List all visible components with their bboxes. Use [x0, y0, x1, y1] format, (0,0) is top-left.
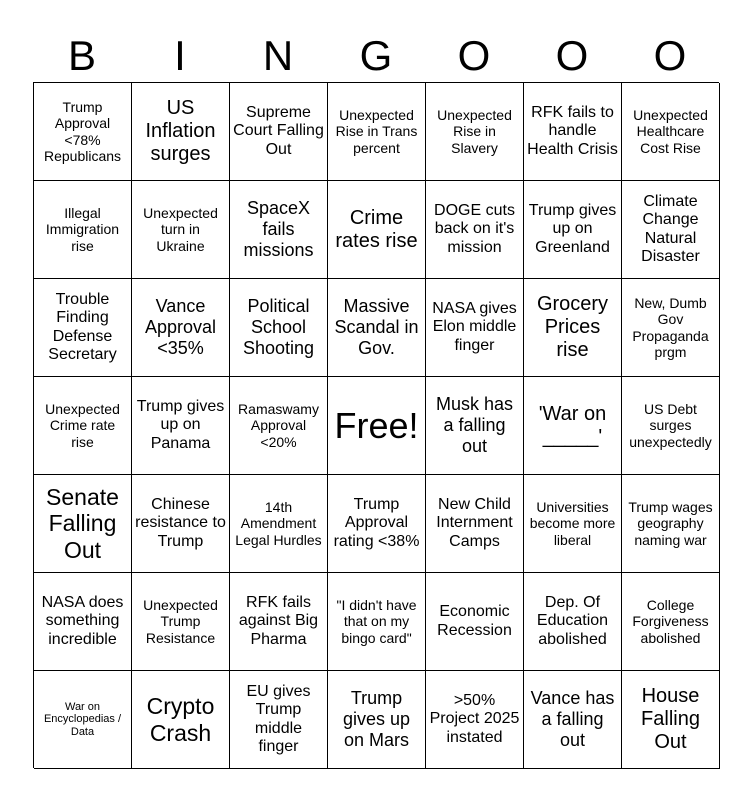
- cell-label: US Debt surges unexpectedly: [629, 401, 712, 450]
- cell-label: RFK fails against Big Pharma: [238, 593, 319, 648]
- bingo-cell-r2c6[interactable]: [622, 279, 720, 377]
- cell-label: College Forgiveness abolished: [632, 597, 709, 646]
- cell-label: Economic Recession: [437, 603, 512, 639]
- bingo-cell-r6c6[interactable]: [622, 671, 720, 769]
- bingo-cell-r5c2[interactable]: [230, 573, 328, 671]
- cell-label: Senate Falling Out: [46, 483, 119, 563]
- bingo-cell-r0c1[interactable]: [132, 83, 230, 181]
- cell-label: Crime rates rise: [335, 206, 418, 252]
- header-letter-o2: O: [555, 32, 589, 79]
- cell-label: New Child Internment Camps: [436, 495, 513, 550]
- cell-label: Climate Change Natural Disaster: [641, 192, 700, 265]
- cell-label: Trouble Finding Defense Secretary: [48, 290, 117, 363]
- bingo-cell-r6c4[interactable]: [426, 671, 524, 769]
- cell-label: Universities become more liberal: [529, 499, 616, 548]
- bingo-cell-r3c5[interactable]: [524, 377, 622, 475]
- free-space-label: Free!: [334, 404, 419, 446]
- cell-label: Unexpected Rise in Slavery: [437, 107, 512, 156]
- bingo-cell-r4c3[interactable]: [328, 475, 426, 573]
- cell-label: Trump wages geography naming war: [628, 499, 713, 548]
- cell-label: House Falling Out: [641, 685, 700, 753]
- bingo-cell-r0c2[interactable]: [230, 83, 328, 181]
- cell-label: RFK fails to handle Health Crisis: [527, 103, 618, 158]
- header-letter-o3: O: [653, 32, 687, 79]
- cell-label: Vance has a falling out: [530, 688, 615, 750]
- cell-label: Vance Approval <35%: [144, 296, 217, 358]
- bingo-cell-r3c2[interactable]: [230, 377, 328, 475]
- bingo-cell-r0c5[interactable]: [524, 83, 622, 181]
- cell-label: Trump Approval <78% Republicans: [43, 99, 122, 164]
- bingo-cell-r1c4[interactable]: [426, 181, 524, 279]
- bingo-cell-r5c3[interactable]: [328, 573, 426, 671]
- cell-label: Illegal Immigration rise: [45, 205, 120, 254]
- bingo-cell-r5c4[interactable]: [426, 573, 524, 671]
- cell-label: Dep. Of Education abolished: [536, 593, 609, 648]
- bingo-cell-r0c0[interactable]: [34, 83, 132, 181]
- bingo-cell-r5c5[interactable]: [524, 573, 622, 671]
- cell-label: Unexpected Healthcare Cost Rise: [633, 107, 708, 156]
- cell-label: NASA gives Elon middle finger: [432, 299, 517, 354]
- bingo-cell-r3c1[interactable]: [132, 377, 230, 475]
- header-letter-i: I: [174, 32, 186, 79]
- bingo-header: [33, 30, 719, 82]
- cell-label: 14th Amendment Legal Hurdles: [235, 499, 322, 548]
- bingo-cell-r3c6[interactable]: [622, 377, 720, 475]
- bingo-board: [33, 82, 719, 768]
- bingo-cell-r2c3[interactable]: [328, 279, 426, 377]
- cell-label: Musk has a falling out: [435, 394, 514, 456]
- cell-label: Unexpected Rise in Trans percent: [335, 107, 418, 156]
- bingo-cell-r0c6[interactable]: [622, 83, 720, 181]
- bingo-cell-r0c3[interactable]: [328, 83, 426, 181]
- bingo-cell-r5c6[interactable]: [622, 573, 720, 671]
- bingo-cell-r0c4[interactable]: [426, 83, 524, 181]
- cell-label: Unexpected Trump Resistance: [143, 597, 218, 646]
- bingo-cell-r4c5[interactable]: [524, 475, 622, 573]
- bingo-cell-r2c0[interactable]: [34, 279, 132, 377]
- cell-label: Trump gives up on Greenland: [528, 201, 617, 256]
- bingo-cell-r1c5[interactable]: [524, 181, 622, 279]
- bingo-cell-r1c1[interactable]: [132, 181, 230, 279]
- cell-label: EU gives Trump middle finger: [246, 682, 311, 755]
- bingo-cell-r4c4[interactable]: [426, 475, 524, 573]
- header-letter-b: B: [67, 32, 96, 79]
- bingo-cell-r2c2[interactable]: [230, 279, 328, 377]
- cell-label: NASA does something incredible: [41, 593, 124, 648]
- bingo-cell-r4c1[interactable]: [132, 475, 230, 573]
- cell-label: Unexpected turn in Ukraine: [143, 205, 218, 254]
- header-letter-g: G: [359, 32, 393, 79]
- cell-label: DOGE cuts back on it's mission: [434, 201, 515, 256]
- bingo-cell-r2c1[interactable]: [132, 279, 230, 377]
- bingo-cell-r1c6[interactable]: [622, 181, 720, 279]
- cell-label: Ramaswamy Approval <20%: [238, 401, 319, 450]
- bingo-cell-r5c0[interactable]: [34, 573, 132, 671]
- cell-label: SpaceX fails missions: [243, 198, 314, 260]
- bingo-cell-r6c0[interactable]: [34, 671, 132, 769]
- cell-label: "I didn't have that on my bingo card": [336, 597, 417, 646]
- free-space[interactable]: [328, 377, 426, 475]
- cell-label: Trump gives up on Panama: [136, 397, 225, 452]
- header-letter-o1: O: [457, 32, 491, 79]
- bingo-cell-r2c5[interactable]: [524, 279, 622, 377]
- cell-label: Political School Shooting: [242, 296, 315, 358]
- bingo-cell-r4c6[interactable]: [622, 475, 720, 573]
- cell-label: Trump Approval rating <38%: [333, 495, 420, 550]
- bingo-cell-r4c0[interactable]: [34, 475, 132, 573]
- cell-label: Trump gives up on Mars: [342, 688, 411, 750]
- bingo-cell-r1c0[interactable]: [34, 181, 132, 279]
- cell-label: Chinese resistance to Trump: [135, 495, 226, 550]
- bingo-cell-r2c4[interactable]: [426, 279, 524, 377]
- cell-label: War on Encyclopedias / Data: [43, 700, 122, 738]
- bingo-cell-r5c1[interactable]: [132, 573, 230, 671]
- bingo-cell-r4c2[interactable]: [230, 475, 328, 573]
- bingo-cell-r6c5[interactable]: [524, 671, 622, 769]
- cell-label: Massive Scandal in Gov.: [334, 296, 419, 358]
- bingo-cell-r6c2[interactable]: [230, 671, 328, 769]
- bingo-cell-r1c2[interactable]: [230, 181, 328, 279]
- cell-label: Unexpected Crime rate rise: [45, 401, 120, 450]
- cell-label: >50% Project 2025 instated: [429, 691, 520, 746]
- cell-label: Crypto Crash: [146, 693, 215, 746]
- cell-label: US Inflation surges: [145, 97, 216, 165]
- cell-label: Grocery Prices rise: [536, 293, 609, 361]
- bingo-cell-r3c0[interactable]: [34, 377, 132, 475]
- bingo-cell-r1c3[interactable]: [328, 181, 426, 279]
- bingo-cell-r6c1[interactable]: [132, 671, 230, 769]
- cell-label: Supreme Court Falling Out: [233, 103, 324, 158]
- bingo-cell-r6c3[interactable]: [328, 671, 426, 769]
- bingo-cell-r3c4[interactable]: [426, 377, 524, 475]
- header-letter-n: N: [262, 32, 294, 79]
- cell-label: New, Dumb Gov Propaganda prgm: [632, 295, 709, 360]
- cell-label: 'War on _____': [538, 402, 607, 448]
